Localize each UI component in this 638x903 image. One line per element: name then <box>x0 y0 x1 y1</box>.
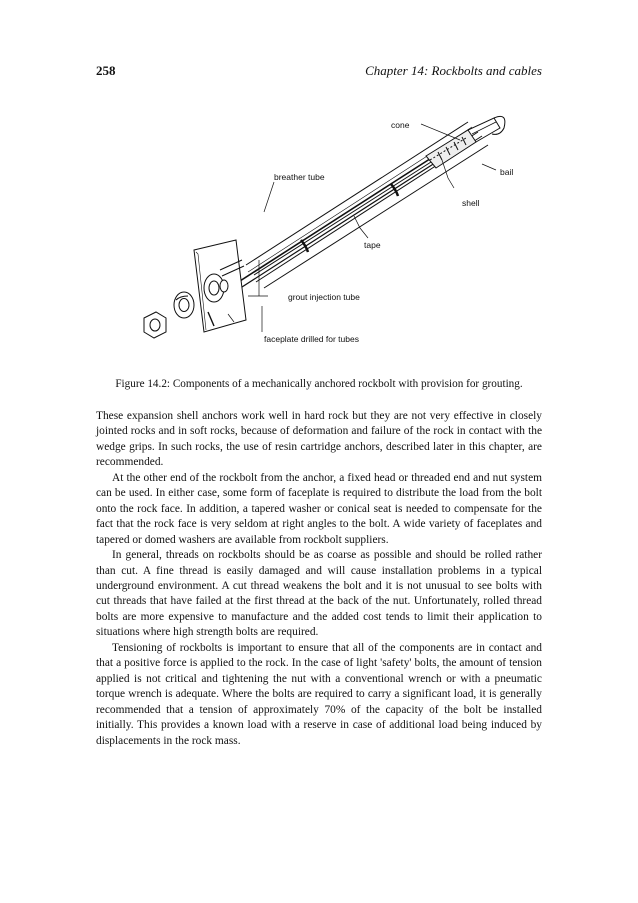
paragraph: Tensioning of rockbolts is important to ensure that all of the components are in contact and that a positive force is applied to the rock. In the case of light 'safety' bolts, the amount of tension applied is not critical and tightening the nut with a conventional wrench or with a pneumatic torque wrench is adequate. Where the bolts are required to carry a significant load, it is generally recommended that a tension of approximately 70% of the capacity of the bolt be installed initially. This provides a known load with a reserve in case of additional load being induced by displacements in the rock mass. <box>96 641 542 747</box>
figure-caption: Figure 14.2: Components of a mechanically anchored rockbolt with provision for grouting. <box>115 378 523 390</box>
rockbolt-diagram <box>96 100 542 370</box>
paragraph: These expansion shell anchors work well in hard rock but they are not very effective in closely jointed rocks and in soft rocks, because of deformation and failure of the rock in contact with the wedge grips. In such rocks, the use of resin cartridge anchors, described later in this chapter, are recommended. <box>96 410 542 469</box>
body-text <box>96 409 542 749</box>
rockbolt-figure <box>96 100 542 370</box>
paragraph: At the other end of the rockbolt from the anchor, a fixed head or threaded end and nut system can be used. In either case, some form of faceplate is required to distribute the load from the bolt onto the rock face. In addition, a tapered washer or conical seat is needed to compensate for the fact that the rock face is very seldom at right angles to the bolt. A wide variety of faceplates and tapered or domed washers are available from rockbolt suppliers. <box>96 471 542 546</box>
label-shell: shell <box>462 198 480 208</box>
paragraph: In general, threads on rockbolts should be as coarse as possible and should be rolled rather than cut. A fine thread is easily damaged and will cause installation problems in a typical underground environment. A cut thread weakens the bolt and it is not unusual to see bolts with cut threads that have failed at the first thread at the back of the nut. Unfortunately, rolled thread bolts are more expensive to manufacture and the added cost tends to limit their application to situations where high strength bolts are required. <box>96 549 542 639</box>
running-header: Chapter 14: Rockbolts and cables <box>365 63 542 78</box>
label-grout-injection-tube: grout injection tube <box>288 292 360 302</box>
label-cone: cone <box>391 120 410 130</box>
label-bail: bail <box>500 167 514 177</box>
label-faceplate: faceplate drilled for tubes <box>264 334 359 344</box>
page-number: 258 <box>96 63 116 78</box>
label-tape: tape <box>364 240 381 250</box>
label-breather-tube: breather tube <box>274 172 325 182</box>
